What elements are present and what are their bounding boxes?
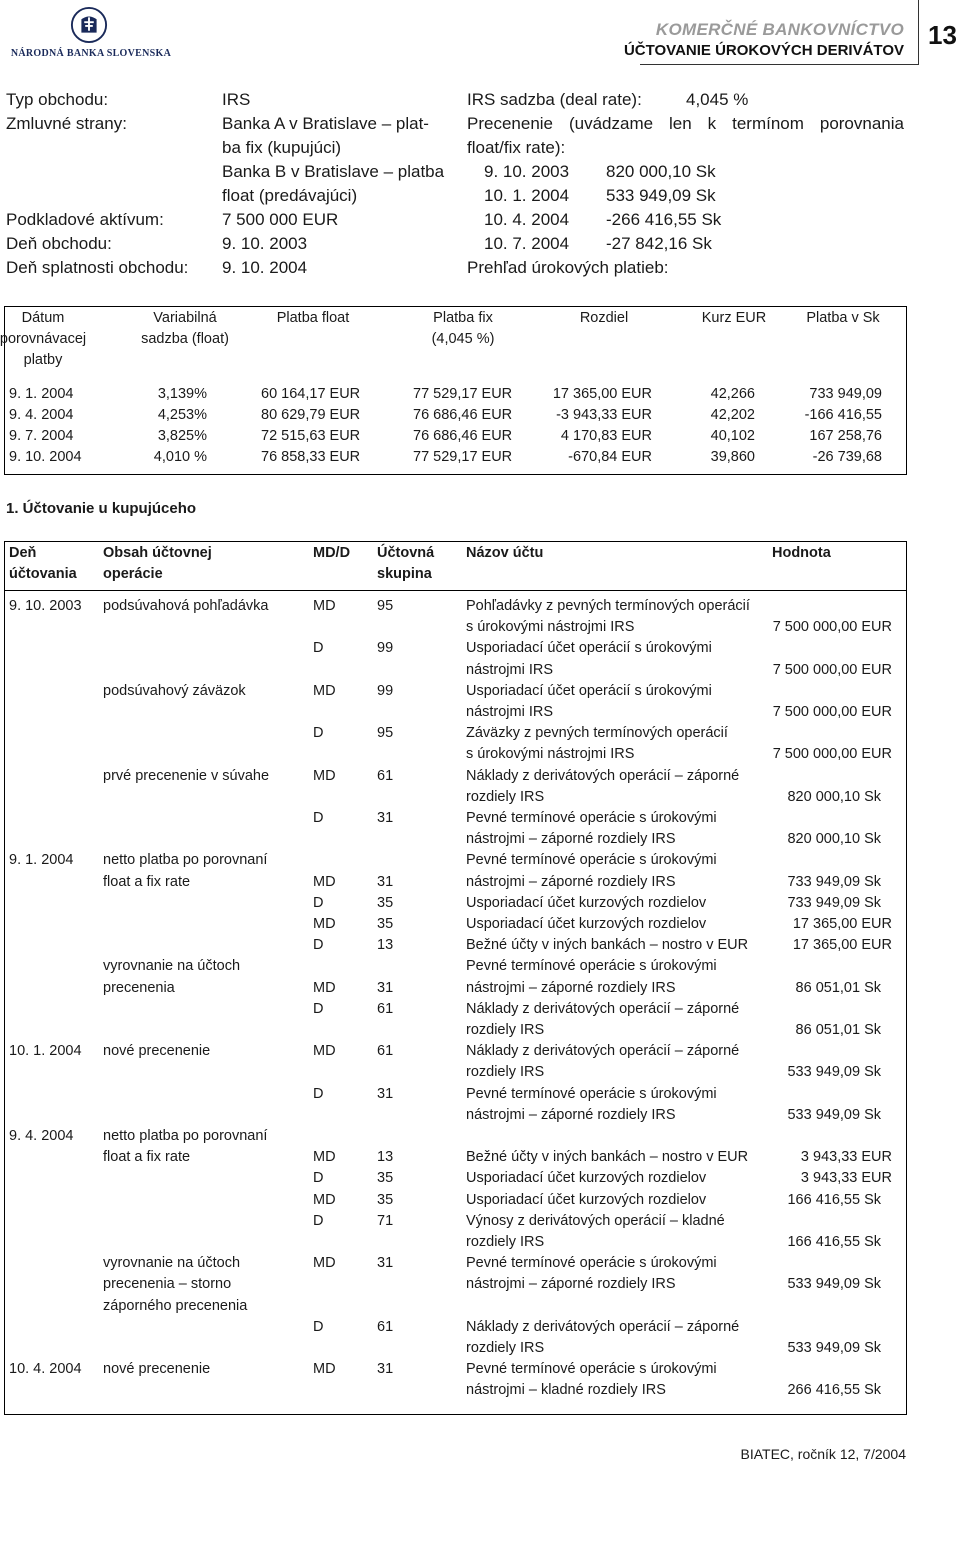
revaluation-value: 533 949,09 Sk [606,186,716,205]
ledger-amount: 533 949,09 Sk [787,1064,881,1081]
payments-cell: 76 686,46 EUR [413,407,513,423]
ledger-account-name: Náklady z derivátových operácií – záporné [466,767,740,784]
payments-cell: -3 943,33 EUR [556,407,652,423]
overview-label: Prehľad úrokových platieb: [467,258,669,277]
ledger-amount: 166 416,55 Sk [787,1191,881,1208]
ledger-account-name: nástrojmi – záporné rozdiely IRS [466,831,676,848]
deal-info-value: 7 500 000 EUR [222,210,339,229]
ledger-account-name: Usporiadací účet kurzových rozdielov [466,1170,707,1187]
ledger-md-d: MD [313,1361,336,1378]
ledger-content: netto platba po porovnaní [103,852,268,869]
ledger-account-name: Náklady z derivátových operácií – záporné [466,1318,740,1335]
ledger-md-d: MD [313,1149,336,1166]
payments-cell: 72 515,63 EUR [261,428,361,444]
deal-info-label: Podkladové aktívum: [6,210,164,229]
ledger-content: netto platba po porovnaní [103,1128,268,1144]
ledger-md-d: D [313,810,324,826]
ledger-md-d: D [313,1318,324,1335]
ledger-account-group: 31 [377,979,394,996]
ledger-header-mdd: MD/D [313,545,351,561]
ledger-amount: 733 949,09 Sk [787,873,881,890]
revaluation-date: 10. 7. 2004 [484,234,570,253]
ledger-content: nové precenenie [103,1043,211,1060]
ledger-amount: 17 365,00 EUR [792,937,892,954]
payments-cell: 3,139% [157,386,207,402]
ledger-account-name: rozdiely IRS [466,1022,545,1038]
ledger-content: vyrovnanie na účtoch [103,1255,241,1272]
revaluation-line2: float/fix rate): [467,138,566,157]
ledger-account-group: 95 [377,725,394,742]
payments-cell: -670,84 EUR [568,449,652,465]
ledger-account-name: Pevné termínové operácie s úrokovými [466,958,717,975]
page-number: 13 [928,20,957,50]
ledger-md-d: D [313,1000,324,1017]
ledger-header-content: operácie [103,566,163,582]
payments-header-cell: sadzba (float) [141,331,229,347]
series-title: KOMERČNÉ BANKOVNÍCTVO [655,20,904,39]
ledger-amount: 820 000,10 Sk [787,831,881,848]
ledger-header-date: Deň [9,545,37,561]
ledger-md-d: MD [313,598,336,614]
ledger-amount: 533 949,09 Sk [787,1340,881,1356]
ledger-header-divider [5,590,906,591]
ledger-amount: 533 949,09 Sk [787,1106,881,1123]
ledger-account-name: Usporiadací účet kurzových rozdielov [466,1191,707,1208]
ledger-content: vyrovnanie na účtoch [103,958,241,975]
ledger-account-name: nástrojmi – záporné rozdiely IRS [466,1106,676,1123]
page-title: ÚČTOVANIE ÚROKOVÝCH DERIVÁTOV [623,42,904,59]
payments-cell: 4,253% [157,407,207,423]
ledger-amount: 533 949,09 Sk [787,1276,881,1293]
ledger-account-name: rozdiely IRS [466,1234,545,1250]
ledger-date: 9. 1. 2004 [9,852,74,869]
ledger-account-name: Usporiadací účet kurzových rozdielov [466,894,707,911]
ledger-md-d: MD [313,979,336,996]
ledger-content: nové precenenie [103,1361,211,1378]
ledger-account-group: 31 [377,1361,394,1378]
header-underline [640,64,919,65]
payments-cell: 9. 7. 2004 [9,428,74,444]
deal-info-value: 9. 10. 2004 [222,258,308,277]
ledger-account-name: Záväzky z pevných termínových operácií [466,725,728,742]
ledger-md-d: MD [313,1043,336,1060]
ledger-account-group: 31 [377,1255,394,1272]
ledger-md-d: D [313,725,324,742]
ledger-account-name: rozdiely IRS [466,788,545,805]
payments-cell: 9. 4. 2004 [9,407,74,423]
ledger-md-d: D [313,1085,324,1102]
ledger-header-content: Obsah účtovnej [103,545,212,561]
payments-cell: -26 739,68 [812,449,882,465]
ledger-account-name: Bežné účty v iných bankách – nostro v EUR [466,1149,749,1166]
ledger-header-date: účtovania [9,566,77,582]
deal-info-label: Deň obchodu: [6,234,112,253]
ledger-account-name: Pevné termínové operácie s úrokovými [466,852,717,869]
deal-info-value: IRS [222,90,251,109]
section-title: 1. Účtovanie u kupujúceho [6,500,197,517]
ledger-account-name: nástrojmi – kladné rozdiely IRS [466,1382,666,1399]
deal-info-value: float (predávajúci) [222,186,358,205]
ledger-account-name: s úrokovými nástrojmi IRS [466,619,635,636]
ledger-date: 10. 1. 2004 [9,1043,82,1060]
payments-header-cell: Platba fix [433,310,493,326]
ledger-header-group: Účtovná [377,545,435,561]
payments-cell: 733 949,09 [809,386,882,402]
deal-info-value: Banka A v Bratislave – plat- [222,114,429,133]
ledger-account-group: 71 [377,1212,394,1229]
payments-header-cell: Variabilná [153,310,217,326]
ledger-content: precenenia – storno [103,1276,232,1293]
ledger-md-d: MD [313,916,336,932]
ledger-content: záporného precenenia [103,1297,248,1314]
ledger-header-group: skupina [377,566,432,582]
revaluation-date: 10. 4. 2004 [484,210,570,229]
ledger-account-name: Bežné účty v iných bankách – nostro v EUR [466,937,749,954]
ledger-amount: 7 500 000,00 EUR [772,619,892,636]
ledger-amount: 820 000,10 Sk [787,788,881,805]
ledger-account-group: 61 [377,1318,394,1335]
footer-citation: BIATEC, ročník 12, 7/2004 [740,1446,906,1462]
ledger-account-group: 35 [377,916,394,932]
payments-header-cell: Platba v Sk [806,310,880,326]
ledger-date: 9. 4. 2004 [9,1128,74,1144]
ledger-content: podsúvahový záväzok [103,682,246,699]
ledger-account-group: 95 [377,598,394,614]
ledger-amount: 733 949,09 Sk [787,894,881,911]
ledger-md-d: D [313,937,324,954]
ledger-account-name: rozdiely IRS [466,1064,545,1081]
nbs-logo [6,4,176,62]
ledger-account-name: Pevné termínové operácie s úrokovými [466,1255,717,1272]
ledger-account-name: s úrokovými nástrojmi IRS [466,746,635,763]
ledger-account-group: 35 [377,1191,394,1208]
ledger-amount: 7 500 000,00 EUR [772,746,892,763]
deal-info-label: Deň splatnosti obchodu: [6,258,189,277]
payments-cell: 42,202 [710,407,755,423]
payments-cell: 3,825% [157,428,207,444]
bank-name: NÁRODNÁ BANKA SLOVENSKA [10,48,172,59]
ledger-date: 10. 4. 2004 [9,1361,82,1378]
payments-cell: 9. 10. 2004 [9,449,82,465]
deal-info-label: Typ obchodu: [6,90,109,109]
ledger-account-name: Usporiadací účet operácií s úrokovými [466,682,712,699]
ledger-account-name: nástrojmi IRS [466,661,554,678]
ledger-amount: 166 416,55 Sk [787,1234,881,1250]
ledger-md-d: MD [313,1255,336,1272]
ledger-account-group: 35 [377,894,394,911]
nbs-emblem-icon [70,6,108,44]
ledger-account-name: Pevné termínové operácie s úrokovými [466,1085,717,1102]
ledger-content: float a fix rate [103,873,191,890]
ledger-account-name: nástrojmi – záporné rozdiely IRS [466,873,676,890]
ledger-header-amount: Hodnota [772,545,831,561]
ledger-amount: 7 500 000,00 EUR [772,661,892,678]
deal-info-value: 9. 10. 2003 [222,234,308,253]
ledger-account-name: Pevné termínové operácie s úrokovými [466,810,717,826]
ledger-md-d: MD [313,1191,336,1208]
ledger-account-group: 99 [377,640,394,657]
ledger-amount: 3 943,33 EUR [800,1149,892,1166]
payments-header-cell: (4,045 %) [431,331,495,347]
deal-rate-label: IRS sadzba (deal rate): [467,90,642,109]
deal-info-label: Zmluvné strany: [6,114,127,133]
ledger-account-group: 13 [377,937,394,954]
ledger-md-d: D [313,1170,324,1187]
payments-cell: 167 258,76 [809,428,882,444]
ledger-account-group: 99 [377,682,394,699]
revaluation-value: 820 000,10 Sk [606,162,716,181]
revaluation-value: -27 842,16 Sk [606,234,712,253]
ledger-account-group: 61 [377,1000,394,1017]
ledger-amount: 86 051,01 Sk [795,1022,881,1038]
payments-cell: 39,860 [710,449,755,465]
payments-cell: 42,266 [710,386,755,402]
ledger-amount: 86 051,01 Sk [795,979,881,996]
ledger-account-name: Usporiadací účet operácií s úrokovými [466,640,712,657]
payments-cell: 77 529,17 EUR [413,449,513,465]
payments-cell: 40,102 [710,428,755,444]
ledger-account-group: 31 [377,810,394,826]
ledger-account-name: nástrojmi – záporné rozdiely IRS [466,1276,676,1293]
payments-cell: 77 529,17 EUR [413,386,513,402]
ledger-md-d: MD [313,873,336,890]
payments-cell: 4,010 % [153,449,207,465]
revaluation-date: 9. 10. 2003 [484,162,570,181]
ledger-account-group: 61 [377,767,394,784]
ledger-md-d: D [313,894,324,911]
ledger-content: float a fix rate [103,1149,191,1166]
revaluation-line1: Precenenie (uvádzame len k termínom porovnania [467,114,904,133]
payments-cell: 9. 1. 2004 [9,386,74,402]
ledger-content: prvé precenenie v súvahe [103,767,270,784]
header-divider [918,0,919,64]
payments-header-cell: Rozdiel [579,310,629,326]
ledger-account-group: 31 [377,1085,394,1102]
payments-cell: 76 686,46 EUR [413,428,513,444]
payments-header-cell: Kurz EUR [701,310,767,326]
ledger-account-name: Náklady z derivátových operácií – záporné [466,1000,740,1017]
ledger-amount: 266 416,55 Sk [787,1382,881,1399]
payments-header-cell: platby [23,352,63,368]
payments-header-cell: Platba float [276,310,350,326]
ledger-account-name: nástrojmi IRS [466,704,554,720]
ledger-amount: 7 500 000,00 EUR [772,704,892,720]
payments-cell: 76 858,33 EUR [261,449,361,465]
ledger-date: 9. 10. 2003 [9,598,82,614]
ledger-amount: 3 943,33 EUR [800,1170,892,1187]
payments-table [0,306,907,475]
deal-info-value: Banka B v Bratislave – platba [222,162,445,181]
ledger-md-d: D [313,640,324,657]
deal-rate-value: 4,045 % [686,90,749,109]
ledger-content: precenenia [103,979,175,996]
ledger-account-group: 31 [377,873,394,890]
payments-cell: 80 629,79 EUR [261,407,361,423]
ledger-account-name: Náklady z derivátových operácií – záporné [466,1043,740,1060]
ledger-md-d: MD [313,682,336,699]
deal-info-value: ba fix (kupujúci) [222,138,342,157]
payments-cell: 60 164,17 EUR [261,386,361,402]
ledger-account-name: Usporiadací účet kurzových rozdielov [466,916,707,932]
ledger-md-d: D [313,1212,324,1229]
ledger-account-name: Pohľadávky z pevných termínových operácií [466,598,750,614]
revaluation-date: 10. 1. 2004 [484,186,570,205]
payments-cell: 17 365,00 EUR [552,386,652,402]
revaluation-value: -266 416,55 Sk [606,210,722,229]
ledger-header-account: Názov účtu [466,545,544,561]
payments-header-cell: porovnávacej [0,331,87,347]
ledger-account-group: 61 [377,1043,394,1060]
ledger-table [4,541,907,1415]
payments-header-cell: Dátum [21,310,65,326]
ledger-amount: 17 365,00 EUR [792,916,892,932]
ledger-account-name: rozdiely IRS [466,1340,545,1356]
ledger-content: podsúvahová pohľadávka [103,598,269,614]
ledger-account-group: 35 [377,1170,394,1187]
ledger-md-d: MD [313,767,336,784]
ledger-account-group: 13 [377,1149,394,1166]
payments-cell: -166 416,55 [804,407,882,423]
ledger-account-name: Výnosy z derivátových operácií – kladné [466,1212,725,1229]
ledger-account-name: nástrojmi – záporné rozdiely IRS [466,979,676,996]
ledger-account-name: Pevné termínové operácie s úrokovými [466,1361,717,1378]
payments-cell: 4 170,83 EUR [560,428,652,444]
